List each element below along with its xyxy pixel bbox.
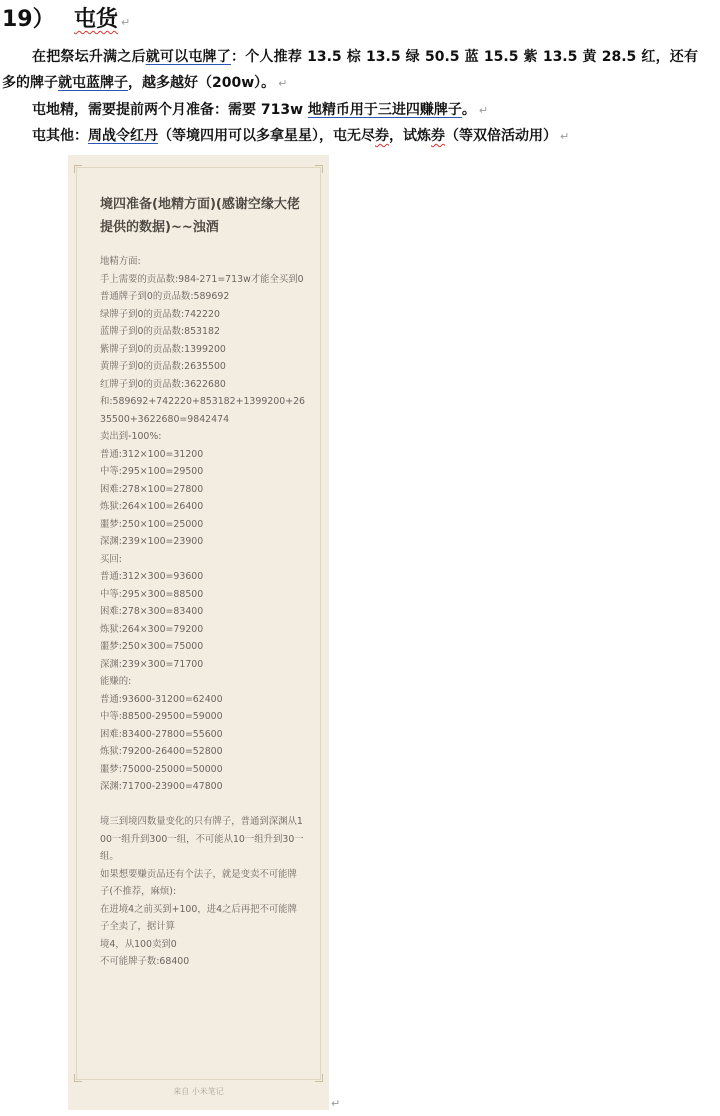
note-line: 和:589692+742220+853182+1399200+2635500+3622680=9842474: [100, 396, 306, 425]
note-line: 境三到境四数量变化的只有牌子，普通到深渊从100一组升到300一组，不可能从10一组升到30一组。: [100, 816, 304, 862]
section-number: 19）: [2, 7, 55, 32]
return-mark-icon: ↵: [331, 1097, 341, 1110]
text-run: 。: [461, 102, 476, 118]
note-line: 黄牌子到0的贡品数:2635500: [100, 361, 226, 372]
note-line: 深渊:239×300=71700: [100, 658, 204, 670]
note-line: 中等:88500-29500=59000: [100, 711, 223, 722]
note-line: 绿牌子到0的贡品数:742220: [100, 308, 220, 320]
note-line: 困难:83400-27800=55600: [100, 728, 223, 740]
note-line: 噩梦:75000-25000=50000: [100, 763, 223, 775]
note-line: 地精方面:: [100, 256, 141, 267]
return-mark-icon: ↵: [121, 16, 131, 29]
note-line: 炼狱:79200-26400=52800: [100, 746, 223, 757]
paragraph-recommendation: [2, 44, 698, 97]
note-line: 手上需要的贡品数:984-271=713w才能全买到0: [100, 273, 304, 285]
note-body: [100, 253, 305, 971]
note-line: 炼狱:264×300=79200: [100, 623, 204, 635]
frame-corner: [74, 1074, 82, 1082]
note-line: 普通:93600-31200=62400: [100, 693, 223, 705]
text-run: 在把祭坛升满之后: [32, 49, 146, 65]
section-title: 屯货: [74, 7, 119, 32]
note-line: 中等:295×100=29500: [100, 466, 204, 477]
note-line: 卖出到-100%:: [100, 431, 162, 442]
return-mark-icon: ↵: [278, 77, 288, 90]
text-run-underlined: 地精币用于三进四赚牌子: [307, 102, 462, 118]
section-heading: [2, 2, 130, 34]
note-line: [100, 796, 305, 814]
note-line: 困难:278×100=27800: [100, 483, 204, 495]
note-line: 普通:312×100=31200: [100, 448, 204, 460]
text-run-underlined: 就可以屯牌了: [145, 49, 231, 65]
frame-corner: [315, 165, 323, 173]
text-run-underlined: 周战令红丹: [88, 128, 158, 144]
return-mark-icon: ↵: [478, 104, 489, 117]
note-title: 境四准备(地精方面)(感谢空缘大佬提供的数据)~~浊酒: [100, 197, 300, 235]
note-line: 能赚的:: [100, 676, 132, 687]
text-run: 屯其他：: [32, 128, 88, 144]
note-line: 深渊:71700-23900=47800: [100, 781, 223, 792]
note-line: 不可能牌子数:68400: [100, 956, 190, 967]
note-line: 如果想要赚贡品还有个法子，就是变卖不可能牌子(不推荐，麻烦):: [100, 868, 297, 897]
text-run: ：个人推荐 13.5 棕 13.5 绿 50.5 蓝 15.5 紫 13.5 黄 28.5 红，还有多的牌子: [2, 49, 699, 91]
frame-corner: [315, 1074, 323, 1082]
paragraph-others: [2, 123, 698, 150]
note-line: 境4，从100卖到0: [100, 938, 177, 950]
text-run-underlined: 就屯蓝牌子: [58, 75, 128, 91]
note-line: 普通牌子到0的贡品数:589692: [100, 291, 230, 302]
text-run-spellcheck: 券: [375, 128, 389, 144]
note-line: 噩梦:250×300=75000: [100, 641, 204, 652]
embedded-note-image: [68, 155, 329, 1110]
note-line: 蓝牌子到0的贡品数:853182: [100, 326, 220, 337]
paragraph-goblin: [2, 97, 698, 124]
note-line: 紫牌子到0的贡品数:1399200: [100, 343, 226, 355]
note-line: 困难:278×300=83400: [100, 606, 204, 617]
note-line: 买回:: [100, 553, 122, 565]
note-footer: 来自 小米笔记: [173, 1087, 224, 1096]
note-line: 中等:295×300=88500: [100, 588, 204, 600]
text-run: ，试炼: [389, 128, 431, 144]
frame-corner: [74, 165, 82, 173]
note-line: 红牌子到0的贡品数:3622680: [100, 378, 226, 390]
note-line: 炼狱:264×100=26400: [100, 501, 204, 512]
note-line: 噩梦:250×100=25000: [100, 518, 204, 530]
text-run: （等境四用可以多拿星星），屯无尽: [158, 128, 375, 144]
note-line: 深渊:239×100=23900: [100, 536, 204, 547]
text-run-spellcheck: 券: [431, 128, 445, 144]
text-run: （等双倍活动用）: [445, 128, 557, 144]
note-line: 普通:312×300=93600: [100, 571, 204, 582]
text-run: ，越多越好（200w）。: [128, 75, 276, 91]
text-run: 屯地精，需要提前两个月准备：需要 713w: [32, 102, 308, 118]
return-mark-icon: ↵: [560, 130, 570, 143]
note-line: 在进境4之前买到+100，进4之后再把不可能牌子全卖了，据计算: [100, 903, 298, 932]
